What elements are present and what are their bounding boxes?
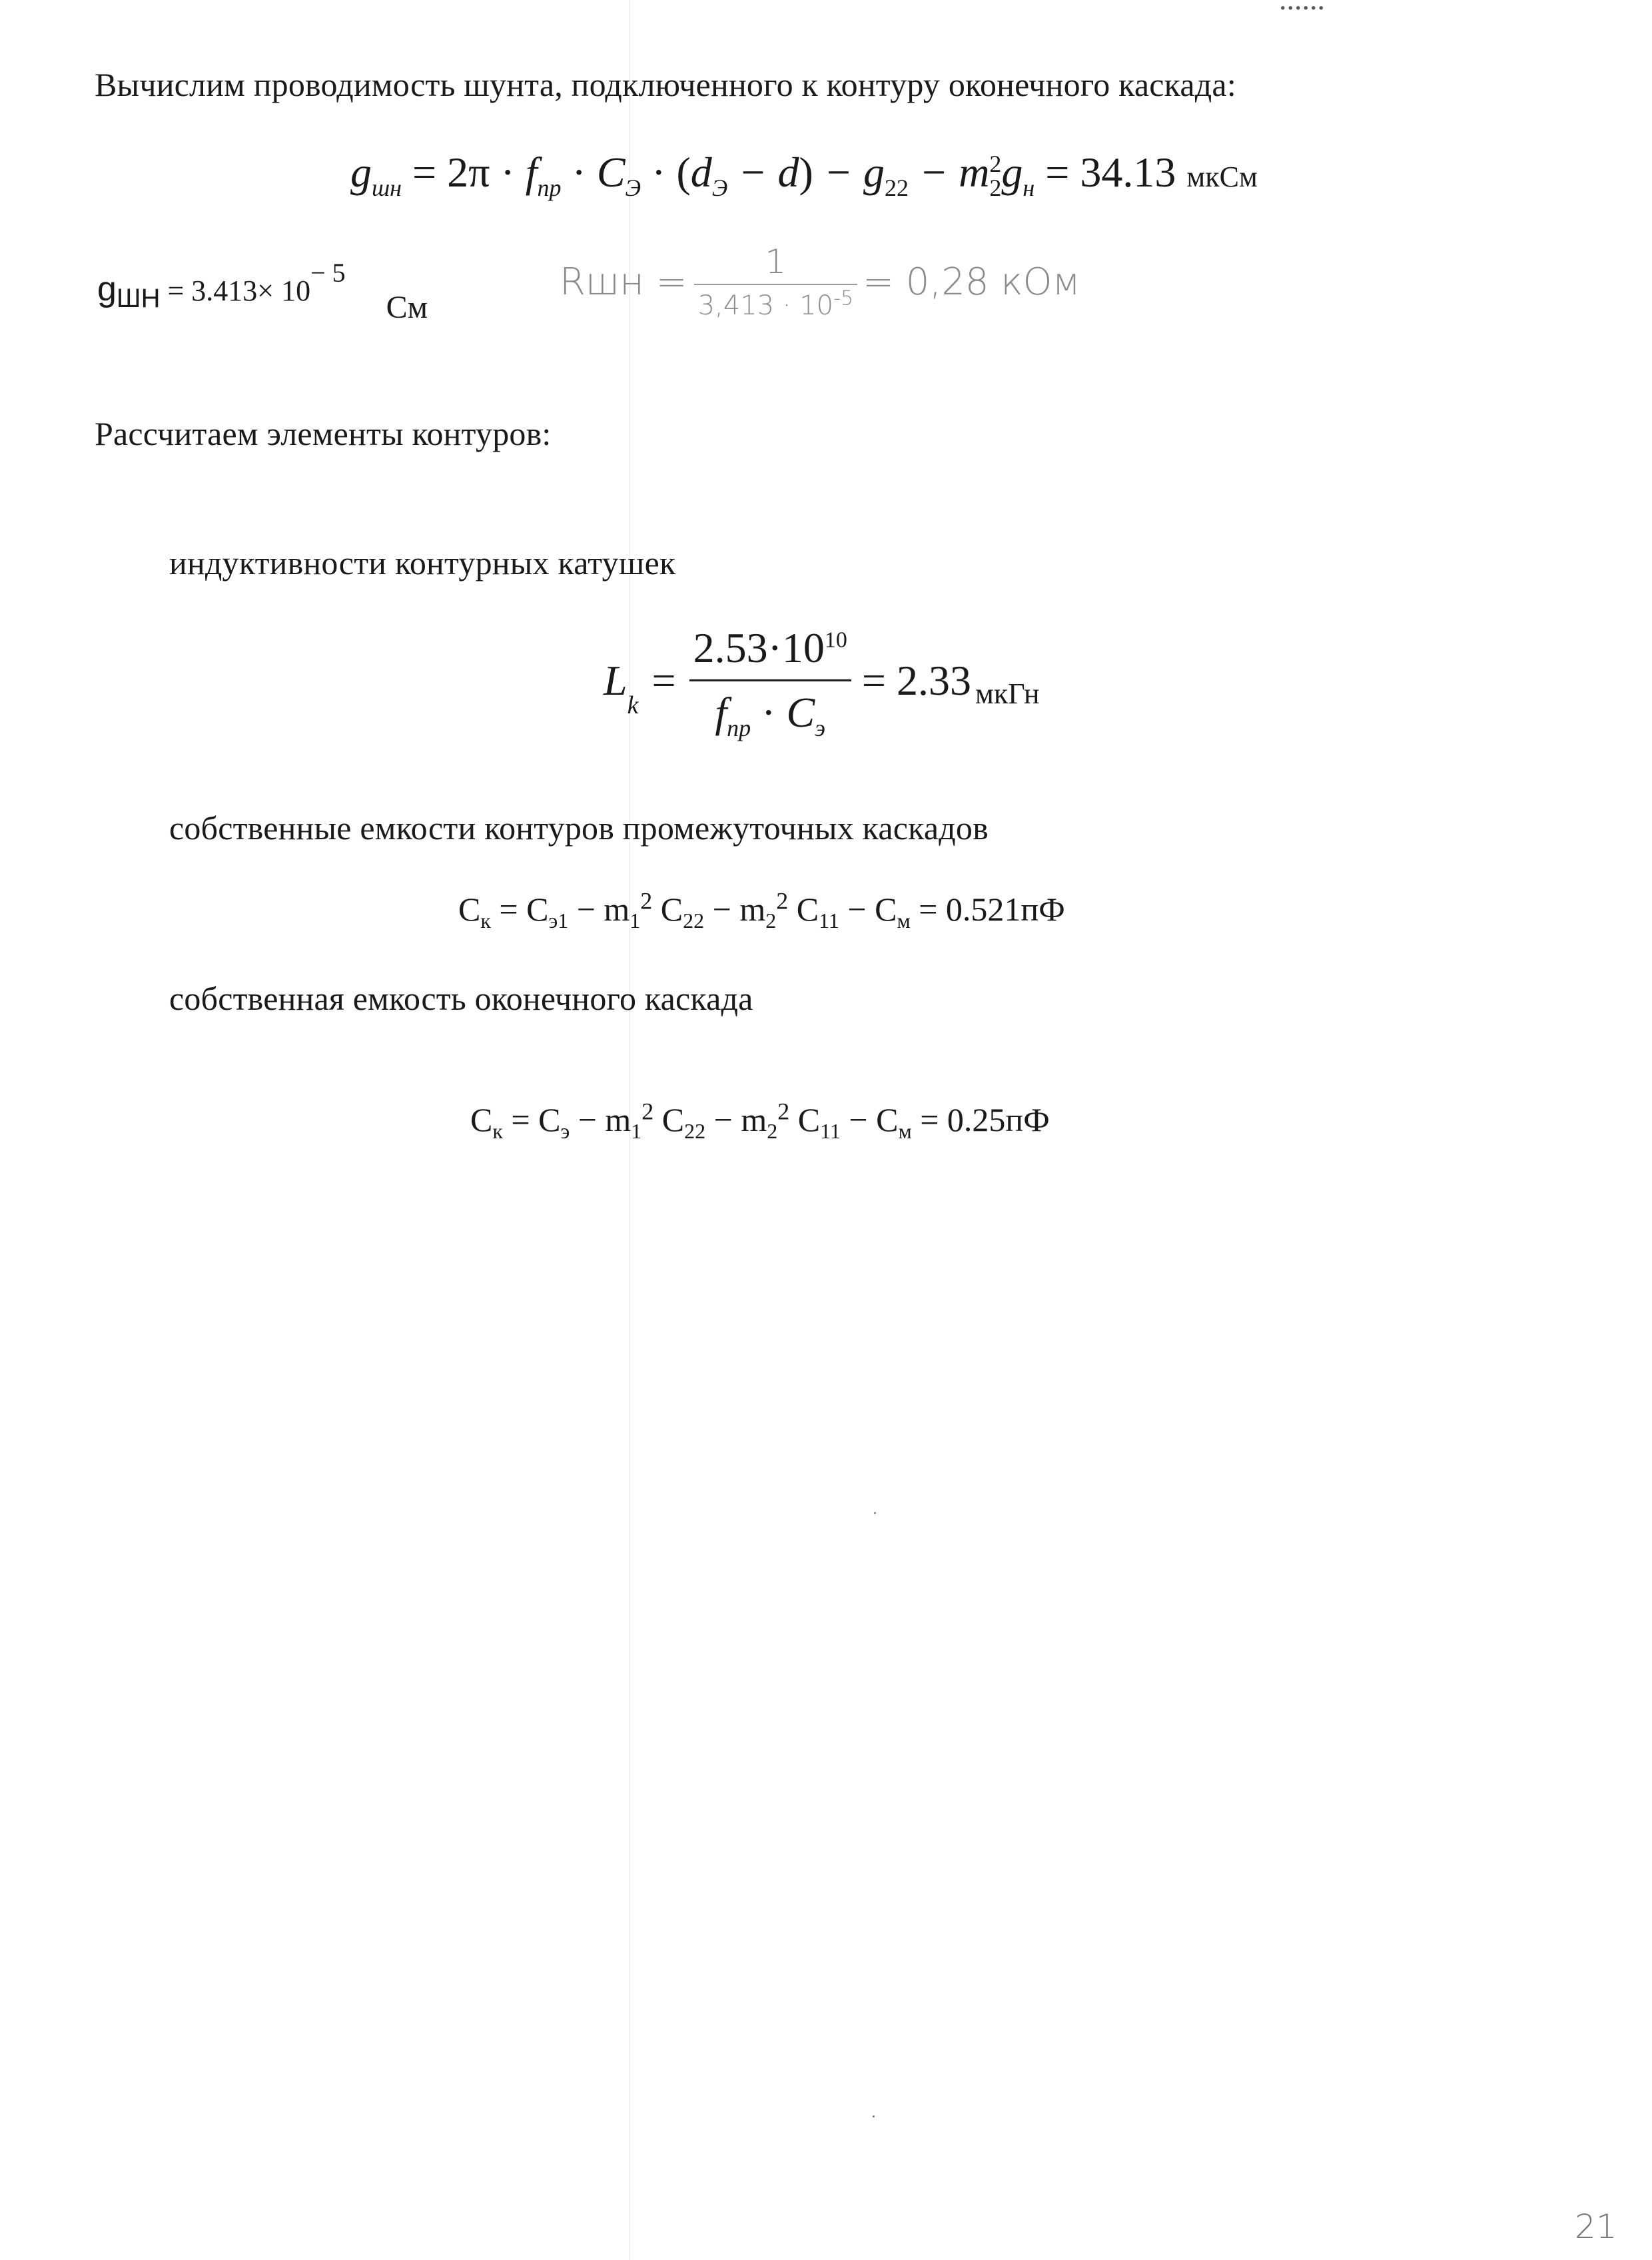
page-number: 21 — [1575, 2207, 1617, 2246]
intermediate-capacitance-label: собственные емкости контуров промежуточных каскадов — [169, 809, 989, 847]
formula-inductance: L k = $\frac{2.53\cdot 10^{10}}{f_{пр} \cdot C_э}$ = 2.33 мкГн — [604, 624, 1040, 741]
section-title: Рассчитаем элементы контуров: — [95, 415, 552, 452]
header-fragment — [1279, 0, 1325, 17]
intro-shunt-text: Вычислим проводимость шунта, подключенного к контуру оконечного каскада: — [95, 66, 1236, 103]
scan-speck — [874, 1512, 876, 1514]
inductance-label: индуктивности контурных катушек — [169, 544, 676, 581]
formula-shunt-conductance: $g_{шн} = 2\pi \cdot f_{пр} \cdot C_Э \cdot (d_Э - d) - g_{22} - m_2^2g_н = 34.13$ мкСм — [350, 149, 1258, 201]
final-capacitance-label: собственная емкость оконечного каскада — [169, 980, 753, 1017]
shunt-conductance-value: $g_{ШН} = 3.413\times 10^{- 5}$ См — [97, 258, 428, 325]
formula-capacitance-intermediate: $C_к = C_{э1} - m_1^2$ $C_{22} - m_2^2$ $C_{11} - C_м = 0.521пФ$ — [458, 887, 1065, 933]
formula-capacitance-final: $C_к = C_э - m_1^2$ $C_{22} - m_2^2$ $C_{11} - C_м = 0.25пФ$ — [470, 1098, 1050, 1143]
handwritten-resistance-note: Rшн = $\frac{1}{3,413 \cdot 10^{-5}}$ = 0,28 кОм — [560, 242, 1080, 321]
scan-speck — [873, 2115, 875, 2117]
